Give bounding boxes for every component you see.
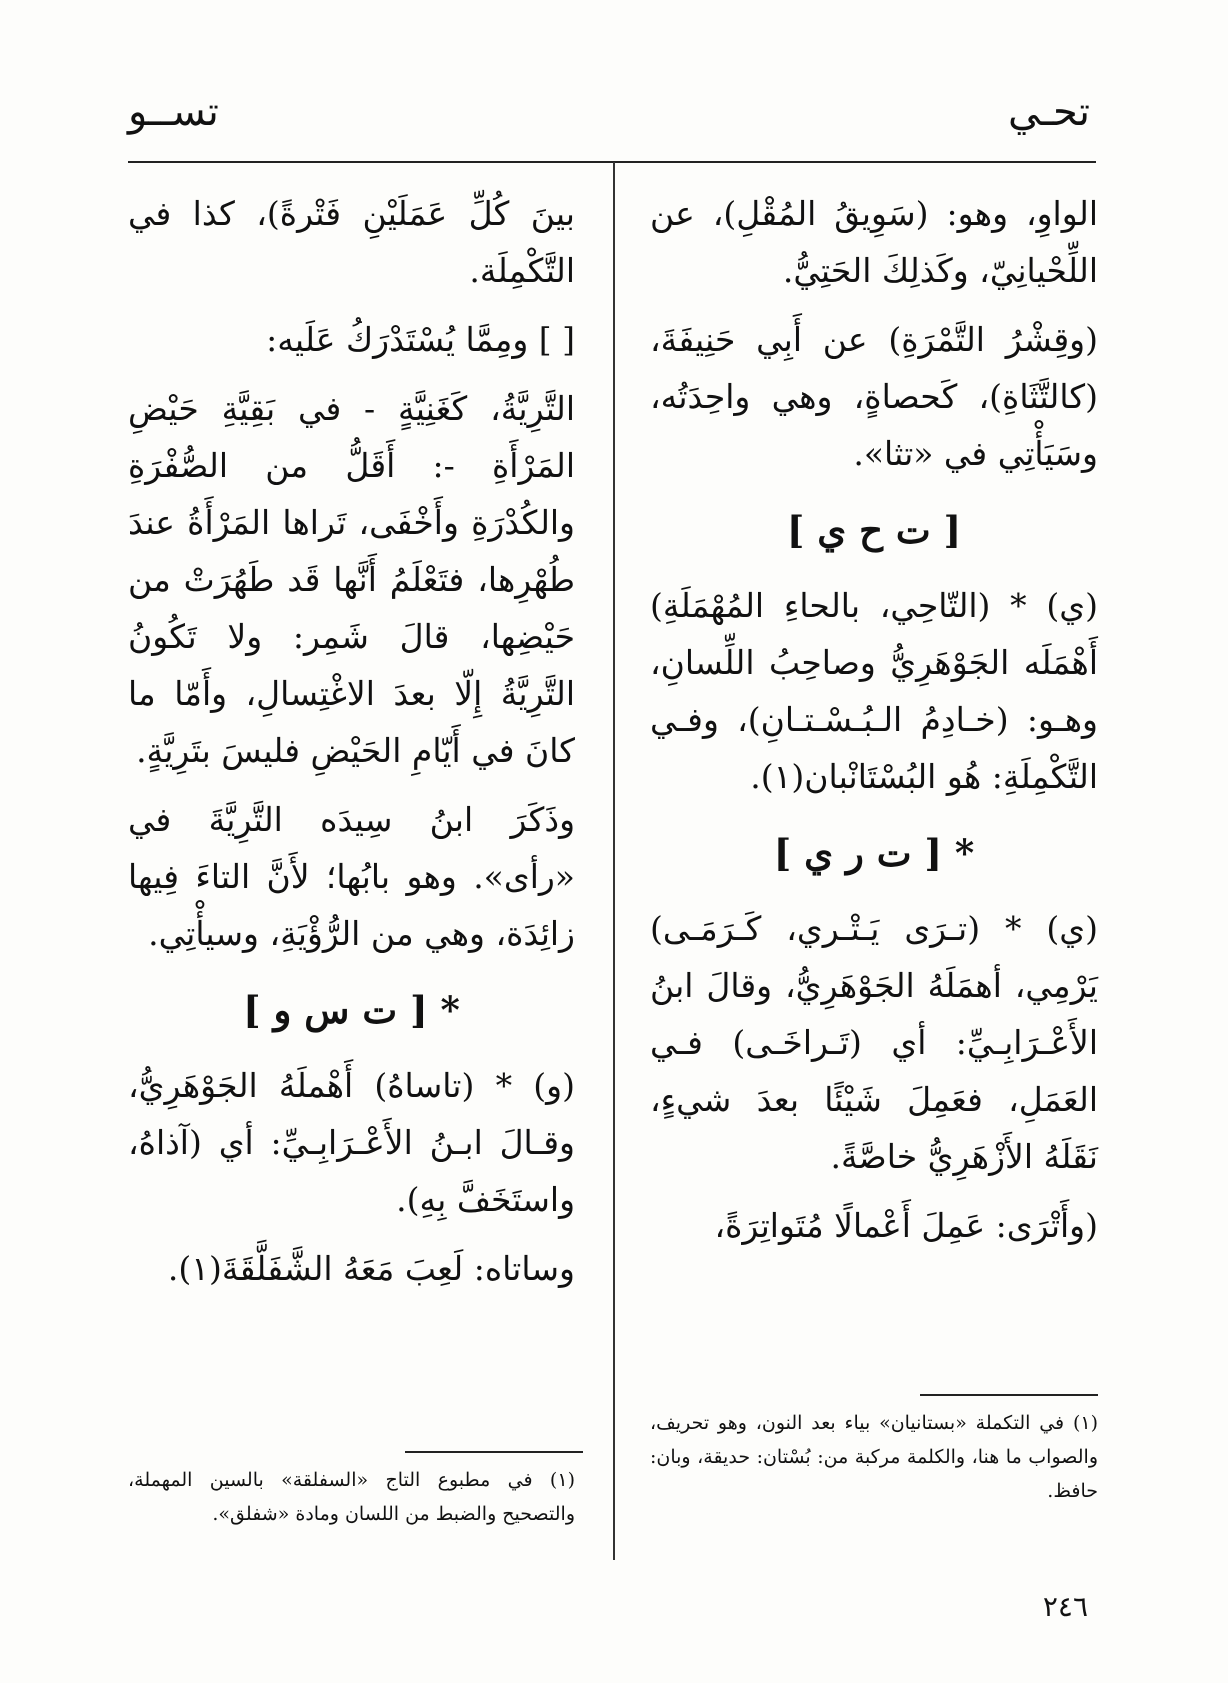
paragraph: بينَ كُلِّ عَمَلَيْنِ فَتْرةً)، كذا في التَّكْمِلَة. [128,194,575,290]
running-head-right: تحـي [1007,89,1090,135]
header-rule [128,161,1096,163]
paragraph: التَّرِيَّةُ، كَغَنِيَّةٍ - في بَقِيَّةِ حَيْضِ المَرْأَةِ -: أَقَلُّ من الصُّفْرَةِ والكُدْرَةِ وأَخْفَى، تَراها المَرْأَةُ عندَ طُهْرِها، فتَعْلَمُ أَنَّها قَد طَهُرَتْ من حَيْضِها، قالَ شَمِر: ولا تَكُونُ التَّرِيَّةُ إِلّا بعدَ الاغْتِسالِ، وأَمّا ما كانَ في أَيّامِ الحَيْضِ فليسَ بتَرِيَّةٍ. [128,389,575,770]
footnote-rule [405,1451,583,1453]
entry-heading: * [ ت ر ي ] [773,831,975,875]
footnote-rule [920,1394,1098,1396]
paragraph: [ ] ومِمَّا يُسْتَدْرَكُ عَلَيه: [266,320,575,359]
paragraph: (وأَتْرَى: عَمِلَ أَعْمالًا مُتَواتِرَةً، [714,1206,1098,1245]
paragraph: (وقِشْرُ التَّمْرَةِ) عن أَبِي حَنِيفَةَ، (كالتَّثَاةِ)، كَحصاةٍ، وهي واحِدَتُه، وسَيَأْتِي في «تثا». [650,320,1098,473]
paragraph: وذَكَرَ ابنُ سِيدَه التَّرِيَّةَ في «رأى». وهو بابُها؛ لأَنَّ التاءَ فِيها زائِدَة، وهي من الرُّؤْيَةِ، وسيأْتِي. [128,800,575,953]
footnote: (١) في التكملة «بستانيان» بياء بعد النون، وهو تحريف، والصواب ما هنا، والكلمة مركبة من: بُسْتان: حديقة، وبان: حافظ. [650,1412,1098,1502]
paragraph: (ي) * (تـرَى يَـتْـري، كَـرَمَـى) يَرْمِي، أهمَلَهُ الجَوْهَرِيُّ، وقالَ ابنُ الأَعْـرَابِـيِّ: أي (تَـراخَـى) فـي العَمَلِ، فعَمِلَ شَيْئًا بعدَ شيءٍ، نَقَلَهُ الأَزْهَرِيُّ خاصَّةً. [650,909,1098,1176]
left-column [128,185,575,1309]
entry-heading: * [ ت س و ] [243,988,460,1032]
right-column [650,185,1098,1266]
column-divider [613,162,615,1560]
paragraph: (و) * (تاساهُ) أَهْملَهُ الجَوْهَرِيُّ، وقـالَ ابـنُ الأَعْـرَابِـيِّ: أي (آذاهُ، واستَخَفَّ بِهِ). [128,1066,575,1219]
paragraph: (ي) * (التّاحِي، بالحاءِ المُهْمَلَةِ) أَهْمَلَه الجَوْهَرِيُّ وصاحِبُ اللِّسانِ، وهـو: (خـادِمُ الـبُـسْـتـانِ)، وفـي التَّكْمِلَةِ: هُو البُسْتَانْبان(١). [650,586,1098,796]
running-head-left: تســو [128,89,219,135]
paragraph: وساتاه: لَعِبَ مَعَهُ الشَّفَلَّقَةَ(١). [167,1249,575,1288]
page-number: ٢٤٦ [1042,1590,1088,1623]
entry-heading: [ ت ح ي ] [786,508,962,552]
paragraph: الواوِ، وهو: (سَوِيقُ المُقْلِ)، عن اللِّحْيانِيّ، وكَذلِكَ الحَتِيُّ. [650,194,1098,290]
footnote: (١) في مطبوع التاج «السفلقة» بالسين المهملة، والتصحيح والضبط من اللسان ومادة «شفلق». [128,1469,575,1525]
